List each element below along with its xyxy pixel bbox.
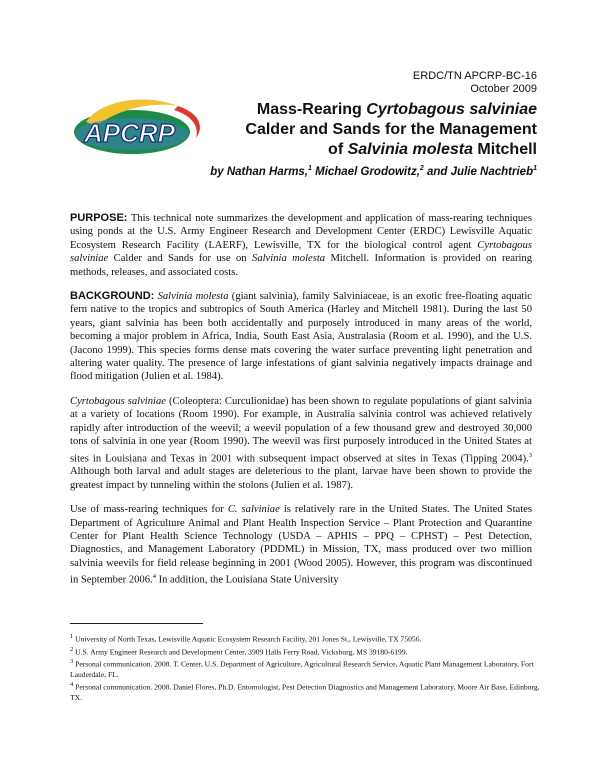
footnote: $^2$ U.S. Army Engineer Research and Development Center, 3909 Halls Ferry Road, Vicksburg, MS 39180-6199.: [70, 645, 408, 657]
author-name: and Julie Nachtrieb: [423, 165, 534, 178]
author-byline: by Nathan Harms,$^1$ Michael Grodowitz,$^2$ and Julie Nachtrieb$^1$: [210, 165, 537, 178]
purpose-paragraph: PURPOSE: This technical note summarizes the development and application of mass-rearing techniques using ponds at the U.S. Army Engineer Research and Development Center (ERDC) Lewisville Aquatic Ecosystem Research Facility (LAERF), Lewisville, TX for the biological control agent Cyrtobagous salviniae Calder and Sands for use on Salvinia molesta Mitchell. Information is provided on rearing methods, releases, and associated costs.: [70, 212, 533, 278]
background-label: BACKGROUND:: [70, 290, 155, 303]
author-name: Nathan Harms,: [226, 165, 309, 178]
background-paragraph: BACKGROUND: Salvinia molesta (giant salvinia), family Salviniaceae, is an exotic free-floating aquatic fern native to the tropics and subtropics of South America (Harley and Mitchell 1981). During the last 50 years, giant salvinia has been both accidentally and purposely introduced in many areas of the world, becoming a major problem in Africa, India, South East Asia, Australasia (Room et al. 1990), and the U.S. (Jacono 1999). This species forms dense mats covering the water surface preventing light penetration and altering water quality. The presence of large infestations of giant salvinia negatively impacts drainage and flood mitigation (Julien et al. 1984).: [70, 290, 532, 383]
author-name: Michael Grodowitz,: [311, 165, 420, 178]
footnote-divider: [70, 623, 203, 624]
footnote: $^4$ Personal communication. 2008. Daniel Flores, Ph.D. Entomologist, Pest Detection Diagnostics and Management Laboratory, Moore Air Base, Edinburg, TX.: [70, 681, 540, 703]
document-id: ERDC/TN APCRP-BC-16: [412, 70, 537, 82]
purpose-label: PURPOSE:: [70, 212, 128, 224]
document-title: Mass-Rearing Cyrtobagous salviniae Calder and Sands for the Management of Salvinia molesta Mitchell: [245, 101, 537, 158]
body-paragraph: Use of mass-rearing techniques for C. salviniae is relatively rare in the United States. The United States Department of Agriculture Animal and Plant Health Inspection Service – Plant Protection and Quarantine Center for Plant Health Science Technology (USDA – APHIS – PPQ – CPHST) – Pest Detection, Diagnostics, and Management Laboratory (PDDML) in Mission, TX, mass produced over two million salvinia weevils for field release beginning in 2001 (Wood 2005). However, this program was discontinued in September 2006.$^4$ In addition, the Louisiana State University: [70, 504, 532, 586]
footnote: $^3$ Personal communication. 2008. T. Center, U.S. Department of Agriculture, Agricultural Research Service, Aquatic Plant Management Laboratory, Fort Lauderdale, FL.: [70, 658, 534, 680]
apcrp-logo: [68, 92, 218, 162]
logo-text: APCRP: [84, 118, 176, 148]
document-date: October 2009: [470, 83, 537, 95]
document-body: [70, 212, 532, 598]
body-paragraph: Cyrtobagous salviniae (Coleoptera: Curculionidae) has been shown to regulate populations of giant salvinia at a variety of locations (Room 1990). For example, in Australia salvinia control was achieved relatively rapidly after introduction of the weevil; a weevil population of a few thousand grew and destroyed 30,000 tons of salvinia in one year (Room 1990). The weevil was first purposely introduced in the United States at sites in Louisiana and Texas in 2001 with subsequent impact observed at sites in Texas (Tipping 2004).$^3$ Although both larval and adult stages are deleterious to the plant, larvae have been shown to provide the greatest impact by tunneling within the stolons (Julien et al. 1987).: [70, 395, 532, 491]
footnotes: [70, 632, 550, 703]
footnote: $^1$ University of North Texas, Lewisville Aquatic Ecosystem Research Facility, 201 Jones St., Lewisville, TX 75056.: [70, 633, 422, 644]
document-header: [413, 70, 537, 96]
